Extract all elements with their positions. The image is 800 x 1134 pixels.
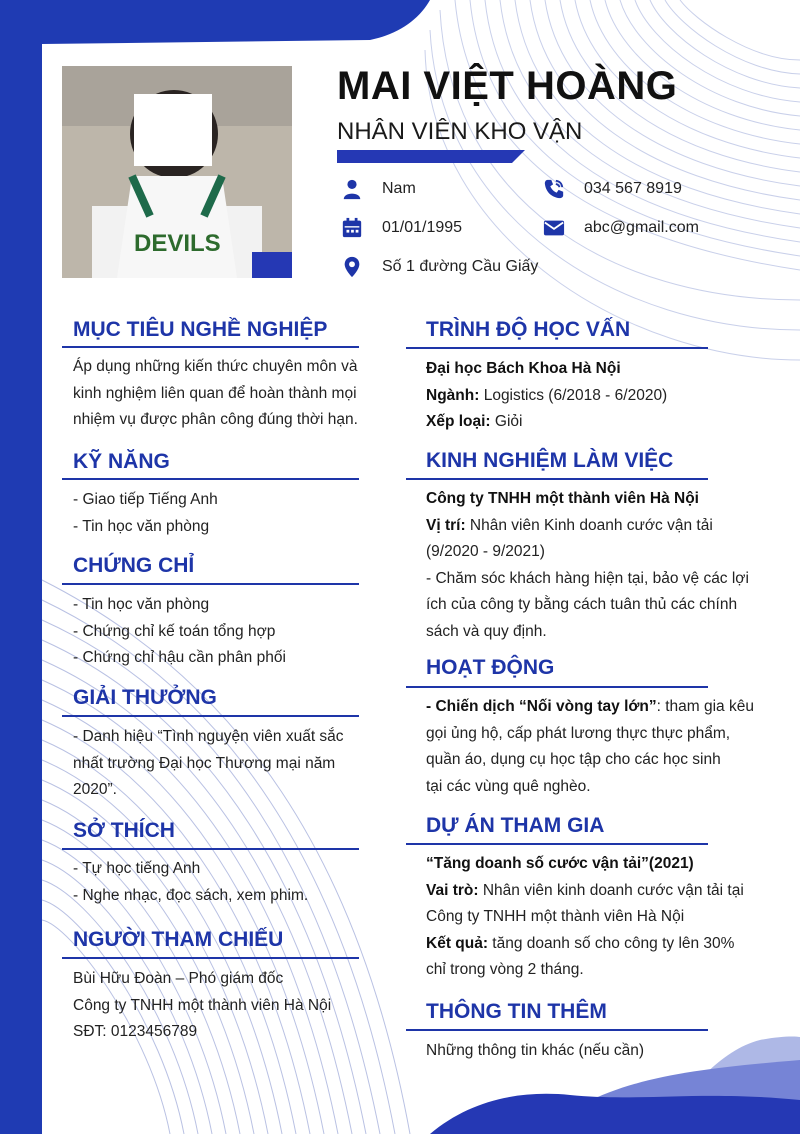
section-divider — [62, 848, 359, 850]
section-divider — [62, 715, 359, 717]
email-value: abc@gmail.com — [584, 219, 699, 236]
activities-details: - Chiến dịch “Nối vòng tay lớn”: tham gia kêu gọi ủng hộ, cấp phát lương thực thực phẩm, quần áo, dụng cụ học tập cho các học sinh tại các vùng quê nghèo. — [426, 698, 754, 795]
school-name: Đại học Bách Khoa Hà Nội — [426, 360, 621, 377]
address-value: Số 1 đường Cầu Giấy — [382, 258, 539, 275]
contact-phone — [542, 177, 682, 201]
section-title-hobbies: SỞ THÍCH — [73, 819, 175, 842]
project-name: “Tăng doanh số cước vận tải”(2021) — [426, 855, 694, 872]
location-pin-icon — [340, 255, 364, 279]
section-divider — [62, 957, 359, 959]
section-title-references: NGƯỜI THAM CHIẾU — [73, 928, 284, 951]
hobbies-list — [73, 856, 308, 909]
section-title-career-objective: MỤC TIÊU NGHỀ NGHIỆP — [73, 318, 328, 341]
section-divider — [406, 1029, 708, 1031]
experience-details: Công ty TNHH một thành viên Hà Nội Vị trí: Nhân viên Kinh doanh cước vận tải (9/2020 - 9/2021) - Chăm sóc khách hàng hiện tại, bảo vệ các lợi ích của công ty bằng cách tuân thủ các chính sách và quy định. — [426, 486, 749, 645]
phone-value: 034 567 8919 — [584, 180, 682, 197]
profile-photo — [62, 66, 292, 278]
section-title-skills: KỸ NĂNG — [73, 450, 170, 473]
calendar-icon — [340, 216, 364, 240]
additional-details: Những thông tin khác (nếu cần) — [426, 1042, 645, 1059]
list-item: - Chứng chỉ hậu cần phân phối — [73, 649, 286, 666]
awards-text: - Danh hiệu “Tình nguyện viên xuất sắc nhất trường Đại học Thương mại năm 2020”. — [73, 728, 344, 798]
svg-text:DEVILS: DEVILS — [134, 230, 221, 257]
section-title-awards: GIẢI THƯỞNG — [73, 686, 217, 709]
list-item: - Giao tiếp Tiếng Anh — [73, 491, 218, 508]
section-divider — [406, 843, 708, 845]
list-item: - Tin học văn phòng — [73, 596, 210, 613]
section-title-projects: DỰ ÁN THAM GIA — [426, 814, 605, 837]
section-divider — [406, 347, 708, 349]
mail-icon — [542, 216, 566, 240]
contact-gender — [340, 177, 416, 201]
list-item: - Tin học văn phòng — [73, 517, 210, 535]
education-details: Đại học Bách Khoa Hà Nội Ngành: Logistics (6/2018 - 6/2020) Xếp loại: Giỏi — [426, 356, 667, 436]
section-title-education: TRÌNH ĐỘ HỌC VẤN — [426, 318, 631, 341]
company-name: Công ty TNHH một thành viên Hà Nội — [426, 490, 699, 507]
birthday-value: 01/01/1995 — [382, 219, 463, 236]
section-title-activities: HOẠT ĐỘNG — [426, 656, 555, 679]
full-name: MAI VIỆT HOÀNG — [337, 64, 678, 108]
section-divider — [62, 346, 359, 348]
section-title-additional: THÔNG TIN THÊM — [426, 1000, 607, 1023]
contact-birthday — [340, 216, 462, 240]
references-text: Bùi Hữu Đoàn – Phó giám đốc Công ty TNHH một thành viên Hà Nội SĐT: 0123456789 — [73, 970, 332, 1040]
contact-address — [340, 255, 538, 279]
section-title-certificates: CHỨNG CHỈ — [73, 554, 195, 577]
list-item: - Chứng chỉ kế toán tổng hợp — [73, 622, 276, 640]
skills-list — [73, 487, 218, 540]
section-divider — [62, 583, 359, 585]
phone-icon — [542, 177, 566, 201]
projects-details: “Tăng doanh số cước vận tải”(2021) Vai trò: Nhân viên kinh doanh cước vận tải tại Công ty TNHH một thành viên Hà Nội Kết quả: tăng doanh số cho công ty lên 30% chỉ trong vòng 2 tháng. — [426, 851, 744, 984]
section-title-experience: KINH NGHIỆM LÀM VIỆC — [426, 449, 674, 472]
contact-email — [542, 216, 699, 240]
job-title: NHÂN VIÊN KHO VẬN — [337, 118, 583, 145]
section-divider — [62, 478, 359, 480]
gender-value: Nam — [382, 180, 416, 197]
section-divider — [406, 478, 708, 480]
certificates-list — [73, 592, 286, 672]
career-objective-text: Áp dụng những kiến thức chuyên môn và kinh nghiệm liên quan để hoàn thành mọi nhiệm vụ được phân công đúng thời hạn. — [73, 358, 358, 428]
title-underline-bar — [337, 150, 525, 163]
person-icon — [340, 177, 364, 201]
section-divider — [406, 686, 708, 688]
wave-front — [430, 1094, 800, 1134]
list-item: - Nghe nhạc, đọc sách, xem phim. — [73, 886, 309, 904]
list-item: - Tự học tiếng Anh — [73, 860, 201, 877]
